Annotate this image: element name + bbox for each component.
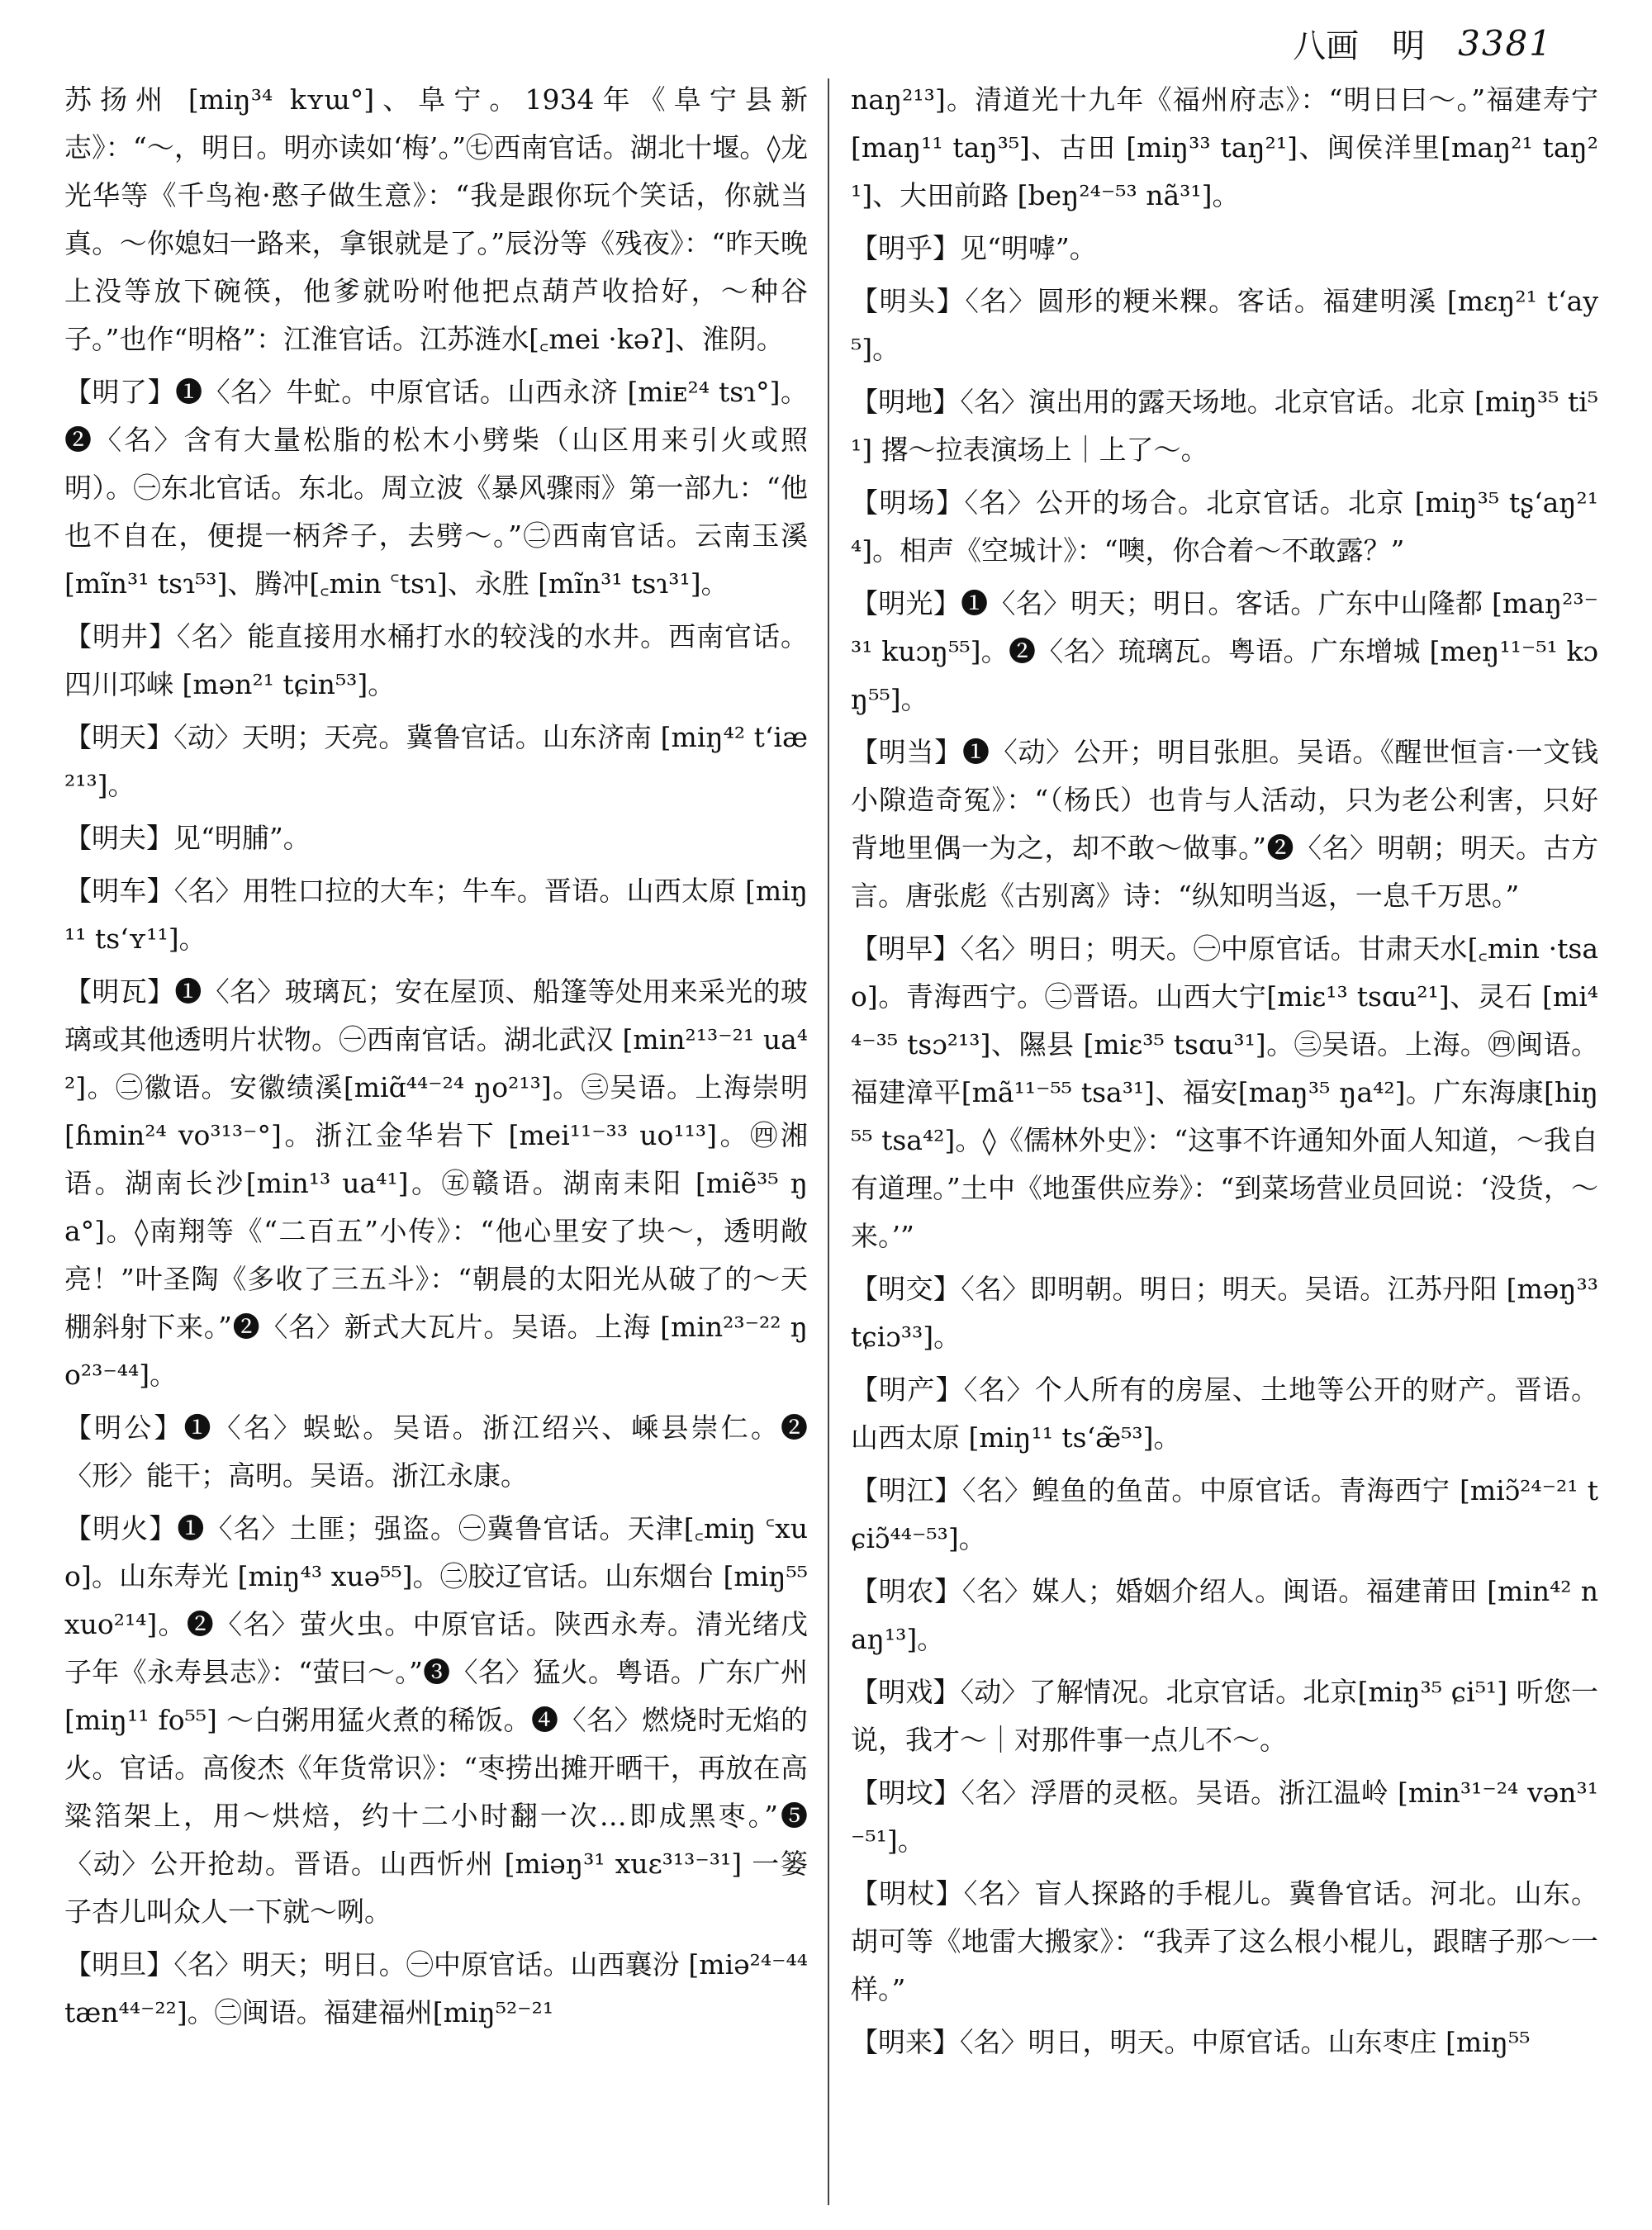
dictionary-entry: naŋ²¹³]。清道光十九年《福州府志》：“明日曰～。”福建寿宁 [maŋ¹¹ taŋ³⁵]、古田 [miŋ³³ taŋ²¹]、闽侯洋里[maŋ²¹ taŋ²¹]、大田前路 [beŋ²⁴⁻⁵³ nã³¹]。: [851, 83, 1598, 211]
dictionary-entry: 【明瓦】❶〈名〉玻璃瓦；安在屋顶、船篷等处用来采光的玻璃或其他透明片状物。㊀西南官话。湖北武汉 [min²¹³⁻²¹ ua⁴²]。㊁徽语。安徽绩溪[miɑ̃⁴⁴⁻²⁴ ŋo²¹³]。㊂吴语。上海崇明[ɦmin²⁴ vo³¹³⁻°]。浙江金华岩下 [mei¹¹⁻³³ uo¹¹³]。㊃湘语。湖南长沙[min¹³ ua⁴¹]。㊄赣语。湖南耒阳 [miẽ³⁵ ŋa°]。◊南翔等《“二百五”小传》：“他心里安了块～，透明敞亮！”叶圣陶《多收了三五斗》：“朝晨的太阳光从破了的～天棚斜射下来。”❷〈名〉新式大瓦片。吴语。上海 [min²³⁻²² ŋo²³⁻⁴⁴]。: [64, 975, 808, 1391]
dictionary-entry: 【明地】〈名〉演出用的露天场地。北京官话。北京 [miŋ³⁵ ti⁵¹] 撂～拉表演场上｜上了～。: [851, 386, 1598, 466]
dictionary-entry: 【明了】❶〈名〉牛虻。中原官话。山西永济 [miᴇ²⁴ tsɿ°]。❷〈名〉含有大量松脂的松木小劈柴（山区用来引火或照明）。㊀东北官话。东北。周立波《暴风骤雨》第一部九：“他也不自在，便提一柄斧子，去劈～。”㊁西南官话。云南玉溪 [mĩn³¹ tsɿ⁵³]、腾冲[꜀min ꜂tsɿ]、永胜 [mĩn³¹ tsɿ³¹]。: [64, 376, 808, 600]
dictionary-entry: 【明火】❶〈名〉土匪；强盗。㊀冀鲁官话。天津[꜀miŋ ꜂xuo]。山东寿光 [miŋ⁴³ xuə⁵⁵]。㊁胶辽官话。山东烟台 [miŋ⁵⁵ xuo²¹⁴]。❷〈名〉萤火虫。中原官话。陕西永寿。清光绪戊子年《永寿县志》：“萤曰～。”❸〈名〉猛火。粤语。广东广州 [miŋ¹¹ fo⁵⁵] ～白粥用猛火煮的稀饭。❹〈名〉燃烧时无焰的火。官话。高俊杰《年货常识》：“枣捞出摊开晒干，再放在高粱箔架上，用～烘焙，约十二小时翻一次…即成黑枣。”❺〈动〉公开抢劫。晋语。山西忻州 [miəŋ³¹ xuɛ³¹³⁻³¹] 一篓子杏儿叫众人一下就～咧。: [64, 1512, 808, 1928]
section-title: 八画 明: [1293, 26, 1426, 65]
dictionary-entry: 【明乎】见“明嘑”。: [851, 232, 1097, 264]
column-divider: [828, 78, 829, 2205]
dictionary-entry: 【明车】〈名〉用牲口拉的大车；牛车。晋语。山西太原 [miŋ¹¹ tsʻʏ¹¹]。: [64, 875, 808, 955]
dictionary-entry: 【明农】〈名〉媒人；婚姻介绍人。闽语。福建莆田 [min⁴² naŋ¹³]。: [851, 1575, 1598, 1655]
dictionary-entry: 【明天】〈动〉天明；天亮。冀鲁官话。山东济南 [miŋ⁴² tʻiæ²¹³]。: [64, 721, 808, 801]
dictionary-entry: 【明江】〈名〉鳇鱼的鱼苗。中原官话。青海西宁 [miɔ̃²⁴⁻²¹ tɕiɔ̃⁴⁴⁻⁵³]。: [851, 1474, 1598, 1554]
dictionary-entry: 【明戏】〈动〉了解情况。北京官话。北京[miŋ³⁵ ɕi⁵¹] 听您一说，我才～｜对那件事一点儿不～。: [851, 1676, 1598, 1756]
dictionary-entry: 【明旦】〈名〉明天；明日。㊀中原官话。山西襄汾 [miə²⁴⁻⁴⁴ tæn⁴⁴⁻²²]。㊁闽语。福建福州[miŋ⁵²⁻²¹: [64, 1948, 808, 2028]
dictionary-entry: 【明来】〈名〉明日，明天。中原官话。山东枣庄 [miŋ⁵⁵: [851, 2026, 1531, 2058]
page-number: 3381: [1458, 22, 1553, 64]
dictionary-entry: 【明当】❶〈动〉公开；明目张胆。吴语。《醒世恒言·一文钱小隙造奇冤》：“（杨氏）也肯与人活动，只为老公利害，只好背地里偶一为之，却不敢～做事。”❷〈名〉明朝；明天。古方言。唐张彪《古别离》诗：“纵知明当返，一息千万思。”: [851, 736, 1598, 912]
right-column: [851, 74, 1598, 2205]
dictionary-entry: 【明公】❶〈名〉蜈蚣。吴语。浙江绍兴、嵊县崇仁。❷〈形〉能干；高明。吴语。浙江永康。: [64, 1412, 808, 1492]
dictionary-entry: 苏扬州 [miŋ³⁴ kʏɯ°]、阜宁。1934年《阜宁县新志》：“～，明日。明亦读如‘梅’。”㊆西南官话。湖北十堰。◊龙光华等《千鸟袍·憨子做生意》：“我是跟你玩个笑话，你就当真。～你媳妇一路来，拿银就是了。”辰汾等《残夜》：“昨天晚上没等放下碗筷，他爹就吩咐他把点葫芦收拾好，～种谷子。”也作“明格”：江淮官话。江苏涟水[꜀mei ·kəʔ]、淮阴。: [64, 83, 808, 355]
dictionary-entry: 【明坟】〈名〉浮厝的灵柩。吴语。浙江温岭 [min³¹⁻²⁴ vən³¹⁻⁵¹]。: [851, 1777, 1598, 1857]
running-header: [1293, 18, 1553, 68]
dictionary-entry: 【明交】〈名〉即明朝。明日；明天。吴语。江苏丹阳 [məŋ³³ tɕiɔ³³]。: [851, 1273, 1598, 1353]
left-column: [64, 74, 808, 2205]
dictionary-entry: 【明杖】〈名〉盲人探路的手棍儿。冀鲁官话。河北。山东。胡可等《地雷大搬家》：“我弄了这么根小棍儿，跟瞎子那～一样。”: [851, 1877, 1598, 2005]
dictionary-entry: 【明场】〈名〉公开的场合。北京官话。北京 [miŋ³⁵ tʂʻaŋ²¹⁴]。相声《空城计》：“噢，你合着～不敢露？”: [851, 486, 1598, 567]
dictionary-entry: 【明夫】见“明脯”。: [64, 822, 311, 854]
dictionary-entry: 【明早】〈名〉明日；明天。㊀中原官话。甘肃天水[꜀min ·tsao]。青海西宁。㊁晋语。山西大宁[miɛ¹³ tsɑu²¹]、灵石 [mi⁴⁴⁻³⁵ tsɔ²¹³]、隰县 [miɛ³⁵ tsɑu³¹]。㊂吴语。上海。㊃闽语。福建漳平[mã¹¹⁻⁵⁵ tsa³¹]、福安[maŋ³⁵ ŋa⁴²]。广东海康[hiŋ⁵⁵ tsa⁴²]。◊《儒林外史》：“这事不许通知外面人知道，～我自有道理。”土中《地蛋供应券》：“到菜场营业员回说：‘没货，～来。’”: [851, 932, 1598, 1252]
dictionary-entry: 【明井】〈名〉能直接用水桶打水的较浅的水井。西南官话。四川邛崃 [mən²¹ tɕin⁵³]。: [64, 620, 808, 700]
dictionary-entry: 【明产】〈名〉个人所有的房屋、土地等公开的财产。晋语。山西太原 [miŋ¹¹ tsʻæ̃⁵³]。: [851, 1374, 1598, 1454]
dictionary-entry: 【明头】〈名〉圆形的粳米粿。客话。福建明溪 [mɛŋ²¹ tʻay⁵]。: [851, 285, 1598, 365]
dictionary-entry: 【明光】❶〈名〉明天；明日。客话。广东中山隆都 [maŋ²³⁻³¹ kuɔŋ⁵⁵]。❷〈名〉琉璃瓦。粤语。广东增城 [meŋ¹¹⁻⁵¹ kɔŋ⁵⁵]。: [851, 587, 1598, 715]
